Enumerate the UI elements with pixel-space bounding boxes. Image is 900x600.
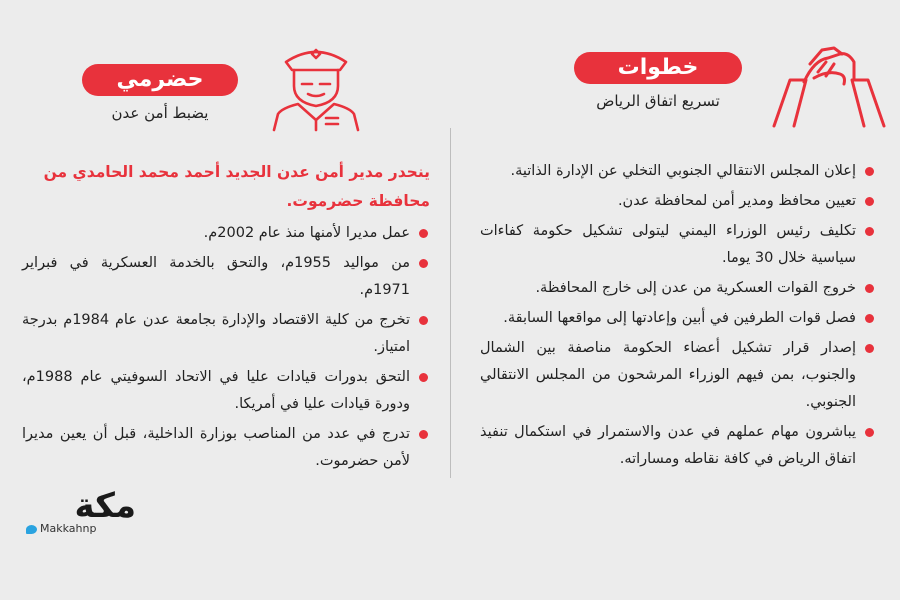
steps-column: [480, 158, 876, 476]
list-item: خروج القوات العسكرية من عدن إلى خارج المحافظة.: [480, 275, 876, 302]
list-item: تدرج في عدد من المناصب بوزارة الداخلية، قبل أن يعين مديرا لأمن حضرموت.: [22, 421, 430, 475]
bullet-dot: [865, 344, 874, 353]
twitter-handle: Makkahnp: [26, 522, 136, 535]
bullet-dot: [865, 167, 874, 176]
list-item: تخرج من كلية الاقتصاد والإدارة بجامعة عدن عام 1984م بدرجة امتياز.: [22, 307, 430, 361]
list-item: إعلان المجلس الانتقالي الجنوبي التخلي عن الإدارة الذاتية.: [480, 158, 876, 185]
bullet-dot: [419, 430, 428, 439]
bullet-dot: [419, 229, 428, 238]
bullet-dot: [419, 259, 428, 268]
bullet-dot: [419, 373, 428, 382]
twitter-bird-icon: [26, 525, 37, 534]
list-item: التحق بدورات قيادات عليا في الاتحاد السوفيتي عام 1988م، ودورة قيادات عليا في أمريكا.: [22, 364, 430, 418]
list-item: تكليف رئيس الوزراء اليمني ليتولى تشكيل حكومة كفاءات سياسية خلال 30 يوما.: [480, 218, 876, 272]
handshake-icon: [770, 40, 888, 128]
steps-list: [480, 158, 876, 473]
bullet-dot: [865, 428, 874, 437]
bio-column: [22, 158, 430, 478]
list-item: تعيين محافظ ومدير أمن لمحافظة عدن.: [480, 188, 876, 215]
list-item: إصدار قرار تشكيل أعضاء الحكومة مناصفة بين الشمال والجنوب، بمن فيهم الوزراء المرشحون من المجلس الانتقالي الجنوبي.: [480, 335, 876, 416]
officer-icon: [268, 40, 364, 132]
bio-list: [22, 220, 430, 475]
steps-subtitle: تسريع اتفاق الرياض: [596, 92, 720, 110]
bio-lead: ينحدر مدير أمن عدن الجديد أحمد محمد الحامدي من محافظة حضرموت.: [43, 163, 430, 210]
hadrami-subtitle: يضبط أمن عدن: [111, 104, 209, 122]
list-item: يباشرون مهام عملهم في عدن والاستمرار في استكمال تنفيذ اتفاق الرياض في كافة نقاطه ومساراته.: [480, 419, 876, 473]
bullet-dot: [865, 314, 874, 323]
list-item: فصل قوات الطرفين في أبين وإعادتها إلى مواقعها السابقة.: [480, 305, 876, 332]
makkah-logo: [26, 486, 136, 535]
bullet-dot: [865, 227, 874, 236]
bullet-dot: [419, 316, 428, 325]
column-divider: [450, 128, 451, 478]
hadrami-title-pill: حضرمي: [82, 64, 238, 96]
logo-word: مكة: [74, 486, 136, 526]
bullet-dot: [865, 197, 874, 206]
list-item: عمل مديرا لأمنها منذ عام 2002م.: [22, 220, 430, 247]
list-item: من مواليد 1955م، والتحق بالخدمة العسكرية في فبراير 1971م.: [22, 250, 430, 304]
bullet-dot: [865, 284, 874, 293]
steps-title-pill: خطوات: [574, 52, 742, 84]
